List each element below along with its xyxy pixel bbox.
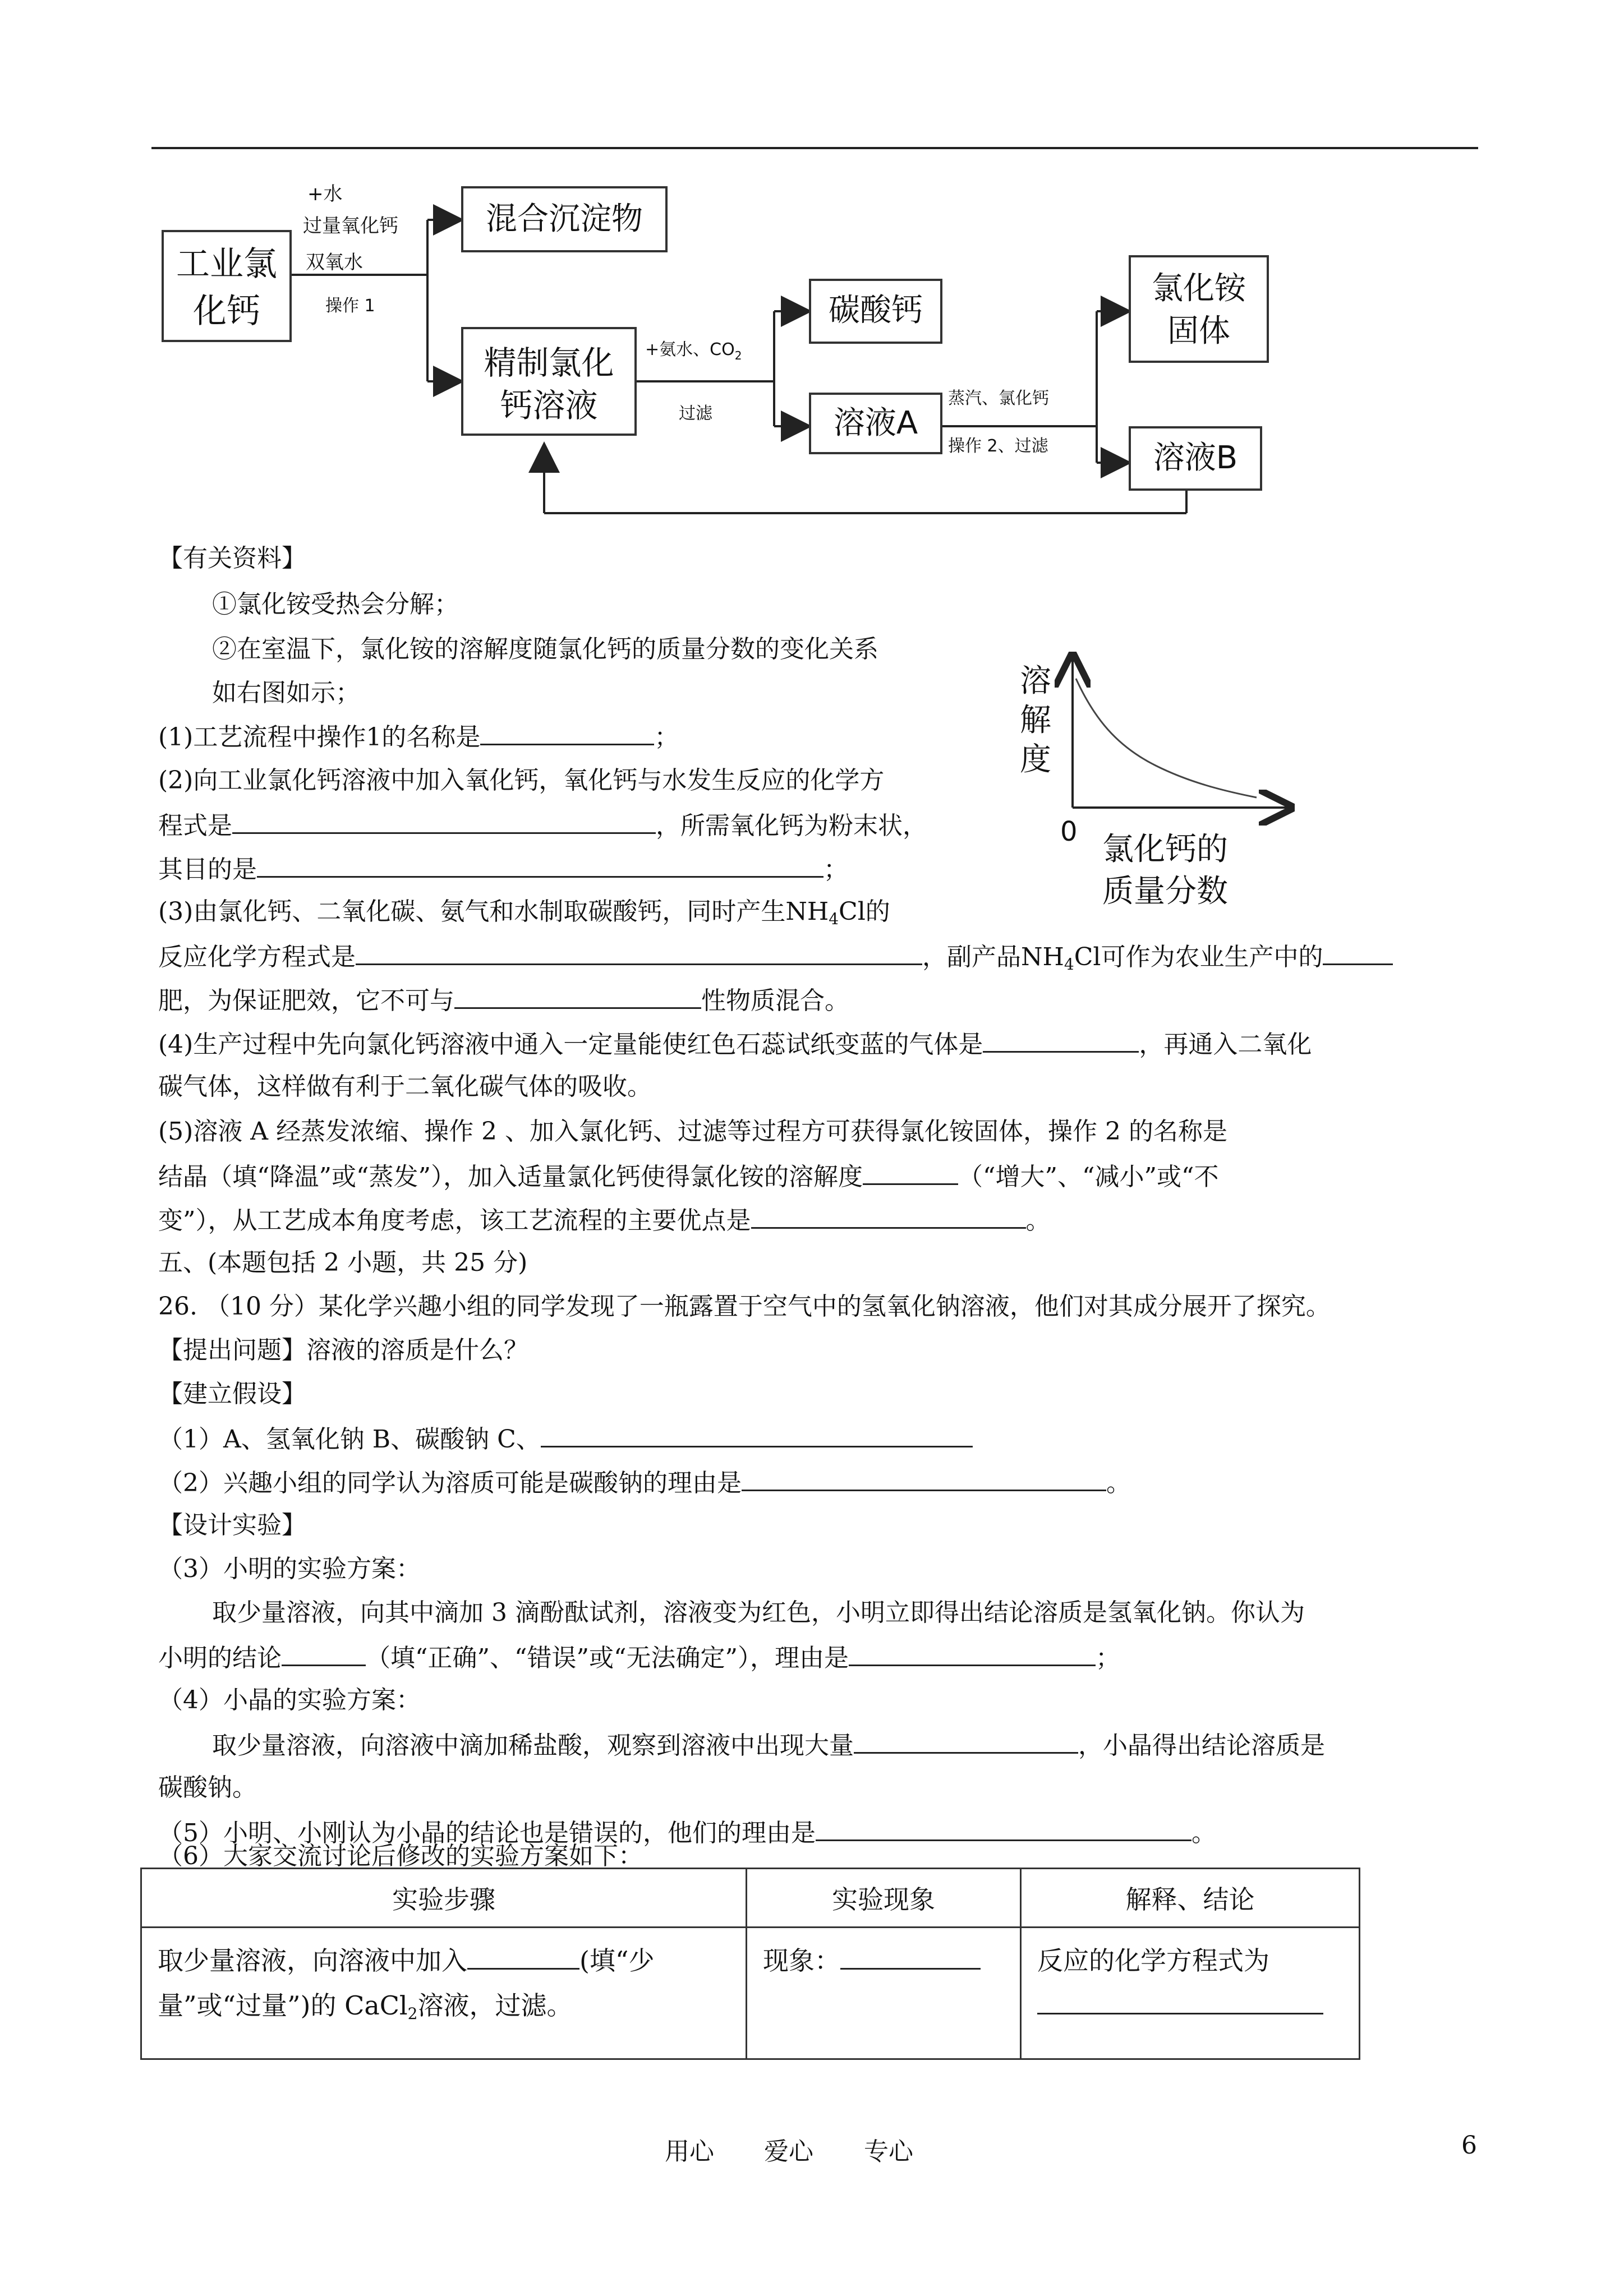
box-calcium-carbonate: 碳酸钙 [809,279,942,344]
label-steam-cacl2: 蒸汽、氯化钙 [948,389,1049,408]
graph-xlabel-1: 氯化钙的 [1102,831,1228,868]
hypothesis-2: （2）兴趣小组的同学认为溶质可能是碳酸钠的理由是 。 [158,1465,1131,1500]
question-4b: 碳气体，这样做有利于二氧化碳气体的吸收。 [158,1072,652,1101]
graph-origin: 0 [1060,816,1078,847]
blank[interactable] [840,1943,981,1970]
graph-ylabel-2: 解 [1020,702,1051,739]
question-5c: 变”），从工艺成本角度考虑，该工艺流程的主要优点是 。 [158,1202,1051,1238]
blank[interactable] [742,1465,1106,1491]
question-3a: (3)由氯化钙、二氧化碳、氨气和水制取碳酸钙，同时产生$NH_4Cl$的 [158,897,890,928]
step-5: （5）小明、小刚认为小晶的结论也是错误的，他们的理由是 。 [158,1815,1216,1850]
footer-right: 专心 [864,2137,913,2166]
hypothesis-1: （1）A、氢氧化钠 B、碳酸钠 C、 [158,1421,973,1456]
label-filter: 过滤 [679,404,712,423]
blank[interactable] [1037,1988,1323,2014]
question-3c: 肥，为保证肥效，它不可与 性物质混合。 [158,983,849,1018]
blank[interactable] [816,1815,1191,1841]
step-6: （6）大家交流讨论后修改的实验方案如下： [158,1842,643,1870]
footer-left: 用心 [665,2137,714,2166]
label-excess-cao: 过量氧化钙 [303,215,398,237]
blank[interactable] [480,719,654,745]
header-conclusion: 解释、结论 [1021,1869,1360,1928]
header-steps: 实验步骤 [141,1869,747,1928]
label-h2o2: 双氧水 [306,251,363,274]
footer-mid: 爱心 [764,2137,813,2166]
header-phenomenon: 实验现象 [747,1869,1021,1928]
label-operation-2-filter: 操作 2、过滤 [948,436,1048,456]
blank[interactable] [257,851,823,878]
question-2b: 程式是 ，所需氧化钙为粉末状， [158,808,927,843]
question-1: (1)工艺流程中操作1的名称是 ； [158,719,679,754]
blank[interactable] [751,1202,1026,1229]
question-26: 26. （10 分）某化学兴趣小组的同学发现了一瓶露置于空气中的氢氧化钠溶液，他们对其成分展开了探究。 [158,1292,1331,1321]
question-3b: 反应化学方程式是 ，副产品$NH_4Cl$可作为农业生产中的 [158,939,1393,981]
info-title: 【有关资料】 [158,544,306,573]
blank[interactable] [541,1421,973,1447]
section-five: 五、(本题包括 2 小题，共 25 分) [158,1248,528,1277]
hypothesis-title: 【建立假设】 [158,1380,306,1408]
experiment-table [140,1868,1360,2060]
step-3: （3）小明的实验方案： [158,1555,421,1583]
graph-ylabel-1: 溶 [1020,663,1051,699]
blank[interactable] [467,1943,579,1970]
question-2c: 其目的是 ； [158,851,848,887]
label-operation-1: 操作 1 [325,296,375,316]
step-4b: 碳酸钠。 [158,1773,257,1802]
blank[interactable] [863,1159,958,1185]
blank[interactable] [282,1640,366,1666]
question-4a: (4)生产过程中先向氯化钙溶液中通入一定量能使红色石蕊试纸变蓝的气体是 ，再通入二氧化 [158,1026,1312,1062]
step-4: （4）小晶的实验方案： [158,1686,421,1714]
blank[interactable] [1323,939,1393,965]
box-solution-a: 溶液A [809,393,942,454]
cell-conclusion: 反应的化学方程式为 [1021,1928,1360,2059]
cell-phenomenon: 现象： [747,1928,1021,2059]
blank[interactable] [232,808,656,834]
blank[interactable] [849,1640,1096,1666]
step-3a: 取少量溶液，向其中滴加 3 滴酚酞试剂，溶液变为红色，小明立即得出结论溶质是氢氧化钠。你认为 [212,1598,1305,1627]
question-2a: (2)向工业氯化钙溶液中加入氧化钙，氧化钙与水发生反应的化学方 [158,766,885,795]
table-header-row [141,1869,1360,1928]
graph-xlabel-2: 质量分数 [1102,873,1228,910]
design-title: 【设计实验】 [158,1511,306,1539]
page-number: 6 [1461,2131,1477,2160]
blank[interactable] [356,939,922,965]
step-4a: 取少量溶液，向溶液中滴加稀盐酸，观察到溶液中出现大量 ，小晶得出结论溶质是 [212,1727,1325,1763]
label-water: +水 [307,183,343,205]
box-ammonium-chloride-solid: 氯化铵固体 [1129,255,1269,363]
blank[interactable] [983,1026,1139,1053]
step-3b: 小明的结论 （填“正确”、“错误”或“无法确定”），理由是 ； [158,1640,1120,1675]
info-1: ①氯化铵受热会分解； [212,590,459,619]
blank[interactable] [854,1727,1078,1754]
solubility-curve [1076,679,1257,797]
box-industrial-calcium-chloride: 工业氯化钙 [162,230,292,342]
blank[interactable] [454,983,701,1009]
info-3: 如右图如示； [212,679,360,707]
question-5a: (5)溶液 A 经蒸发浓缩、操作 2 、加入氯化钙、过滤等过程方可获得氯化铵固体，操作 2 的名称是 [158,1117,1228,1146]
question-5b: 结晶（填“降温”或“蒸发”），加入适量氯化钙使得氯化铵的溶解度 （“增大”、“减小”或“不 [158,1159,1218,1194]
graph-ylabel-3: 度 [1020,741,1051,778]
box-refined-solution: 精制氯化钙溶液 [461,327,637,436]
raise-question: 【提出问题】溶液的溶质是什么？ [158,1336,528,1364]
cell-step: 取少量溶液，向溶液中加入 (填“少 量”或“过量”)的 CaCl$_2$溶液，过滤。 [141,1928,747,2059]
info-2: ②在室温下，氯化铵的溶解度随氯化钙的质量分数的变化关系 [212,635,878,663]
label-ammonia-co2: +氨水、$CO_2$ [645,340,742,362]
table-row [141,1928,1360,2059]
box-solution-b: 溶液B [1129,426,1262,491]
box-mixed-precipitate: 混合沉淀物 [461,186,668,252]
